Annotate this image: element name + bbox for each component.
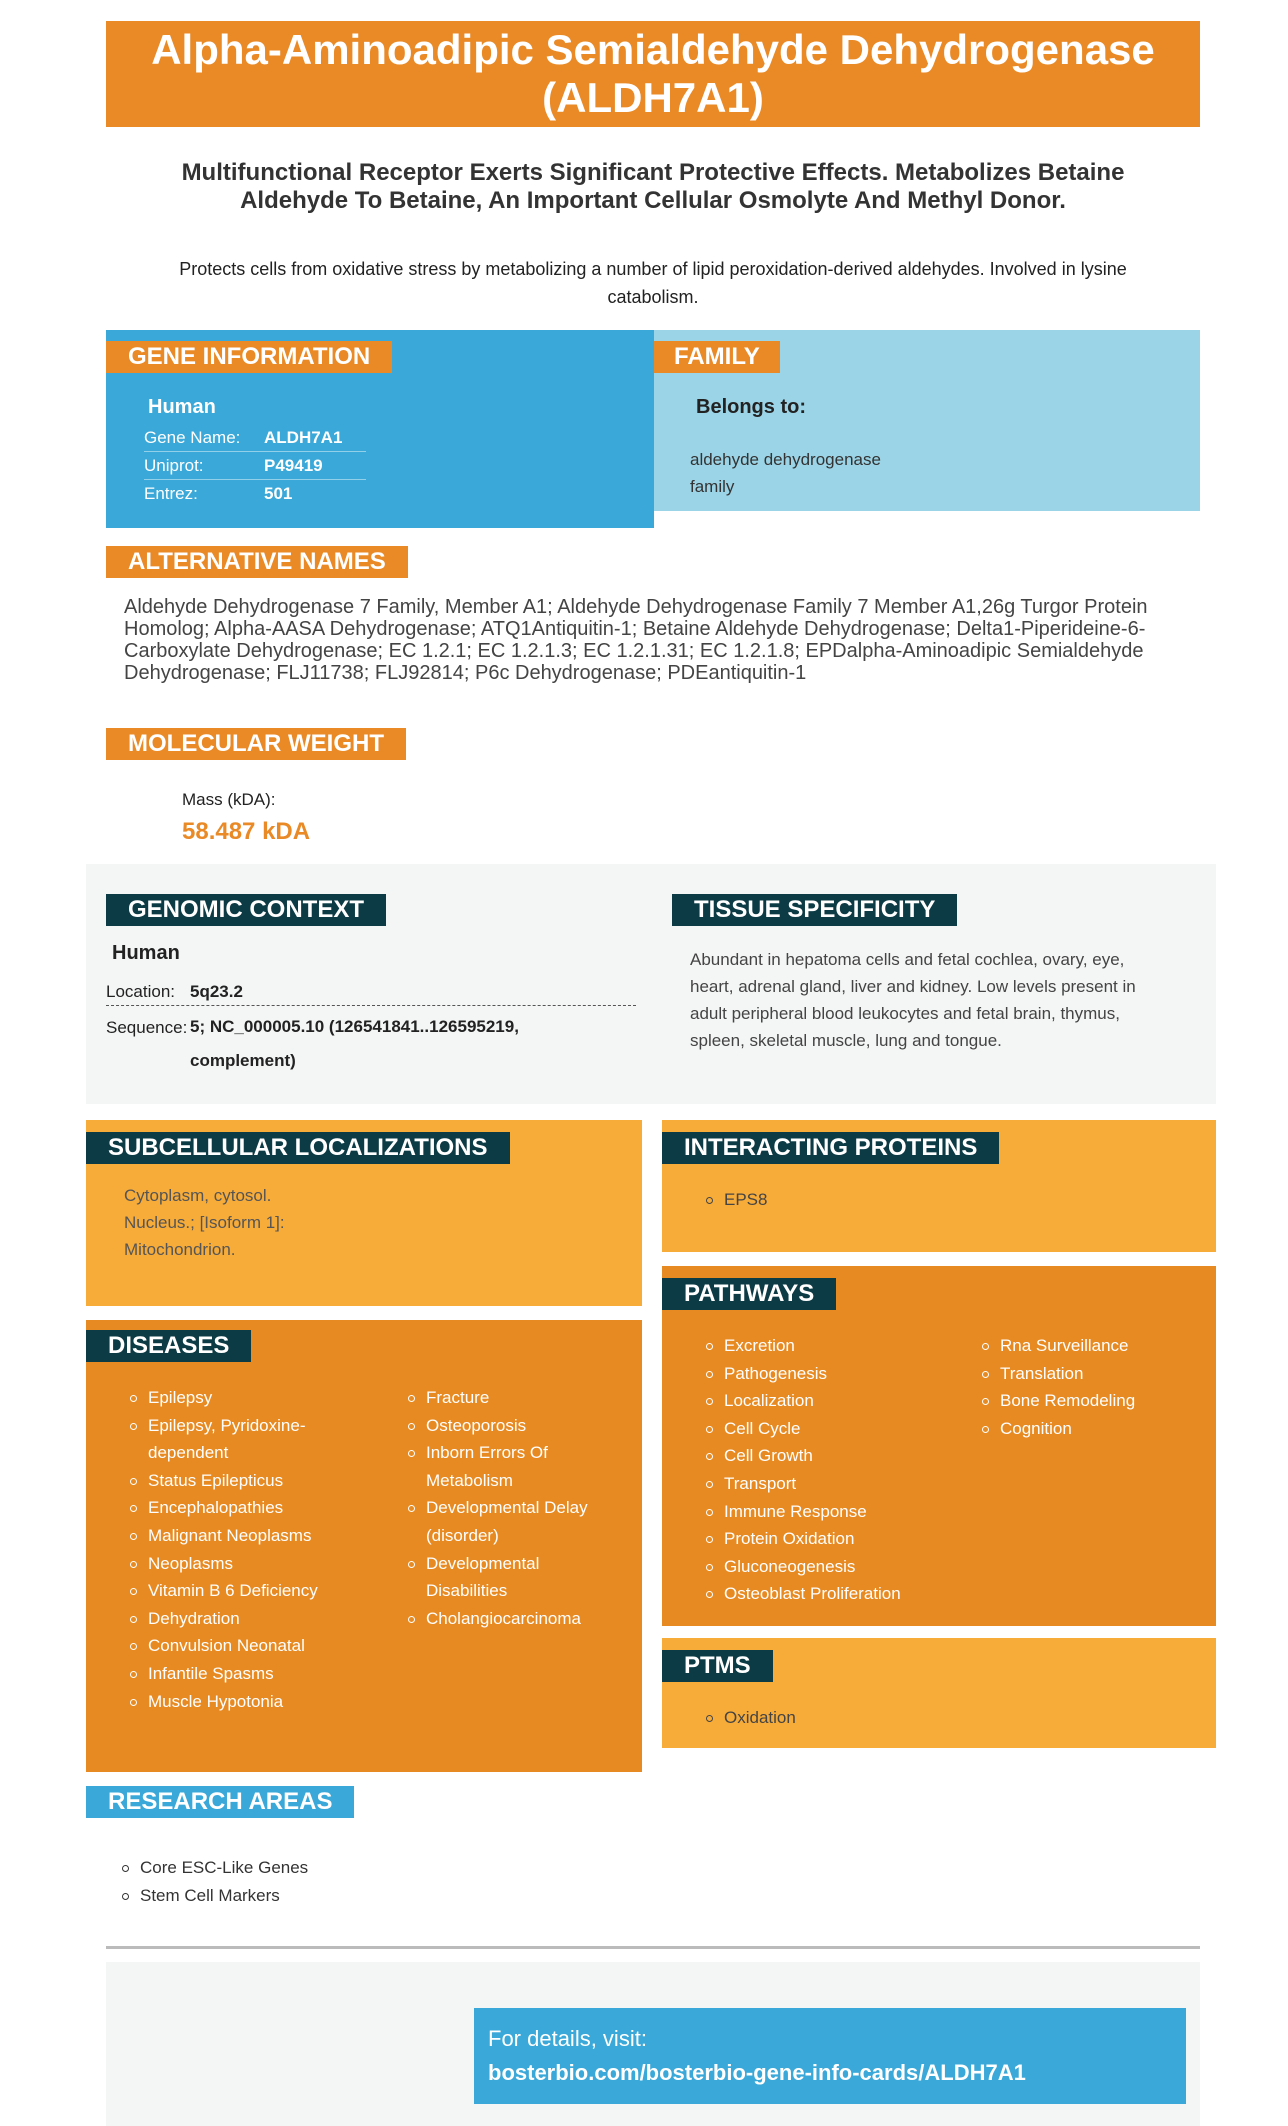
entrez-label: Entrez: [144, 484, 198, 503]
research-areas-heading: RESEARCH AREAS [86, 1786, 354, 1818]
ptms-heading: PTMS [662, 1650, 773, 1682]
subtitle: Multifunctional Receptor Exerts Significant Protective Effects. Metabolizes Betaine Aldehyde To Betaine, An Important Cellular Osmolyte And Methyl Donor. [181, 159, 1125, 214]
list-item: Developmental Disabilities [406, 1550, 636, 1605]
list-item: Transport [704, 1470, 964, 1498]
tissue-line-3: adult peripheral blood leukocytes and fetal brain, thymus, [690, 1004, 1120, 1023]
footer-line-1: For details, visit: [488, 2026, 647, 2051]
tissue-line-2: heart, adrenal gland, liver and kidney. Low levels present in [690, 977, 1136, 996]
list-item: Neoplasms [128, 1550, 378, 1578]
list-item: Cholangiocarcinoma [406, 1605, 636, 1633]
list-item: Rna Surveillance [980, 1332, 1200, 1360]
uniprot-label: Uniprot: [144, 455, 204, 475]
list-item: Malignant Neoplasms [128, 1522, 378, 1550]
diseases-panel [86, 1320, 642, 1772]
subcellular-localizations-panel [86, 1120, 642, 1306]
list-item: Core ESC-Like Genes [120, 1854, 308, 1882]
ptms-panel [662, 1638, 1216, 1748]
list-item: Osteoporosis [406, 1412, 636, 1440]
ptms-list [704, 1704, 796, 1732]
alternative-names-text: Aldehyde Dehydrogenase 7 Family, Member A1; Aldehyde Dehydrogenase Family 7 Member A1,26g Turgor Protein Homolog; Alpha-AASA Dehydrogenase; ATQ1Antiquitin-1; Betaine Aldehyde Dehydrogenase; Delta1-Piperideine-6-Carboxylate Dehydrogenase; EC 1.2.1; EC 1.2.1.3; EC 1.2.1.31; EC 1.2.1.8; EPDalpha-Aminoadipic Semialdehyde Dehydrogenase; FLJ11738; FLJ92814; P6c Dehydrogenase; PDEantiquitin-1 [124, 596, 1148, 684]
tissue-line-4: spleen, skeletal muscle, lung and tongue. [690, 1031, 1002, 1050]
mass-value: 58.487 kDA [182, 818, 311, 845]
tissue-specificity-text [690, 946, 1136, 1054]
list-item: Immune Response [704, 1498, 964, 1526]
pathways-list-col-1 [704, 1332, 964, 1608]
description: Protects cells from oxidative stress by metabolizing a number of lipid peroxidation-derived aldehydes. Involved in lysine catabolism. [179, 259, 1127, 307]
family-value [690, 446, 881, 500]
diseases-heading: DISEASES [86, 1330, 251, 1362]
family-panel [654, 330, 1200, 511]
genomic-species: Human [112, 942, 180, 964]
gene-information-panel [106, 330, 654, 528]
pathways-heading: PATHWAYS [662, 1278, 836, 1310]
location-row [106, 982, 636, 1006]
list-item: Developmental Delay (disorder) [406, 1494, 636, 1549]
gene-name-row [144, 424, 366, 452]
sequence-value [190, 1010, 519, 1078]
gene-information-heading: GENE INFORMATION [106, 341, 392, 373]
subcellular-line-1: Cytoplasm, cytosol. [124, 1186, 272, 1205]
molecular-weight-heading: MOLECULAR WEIGHT [106, 728, 406, 760]
interacting-proteins-list [704, 1186, 767, 1214]
uniprot-value: P49419 [264, 455, 323, 475]
sequence-value-line-2: complement) [190, 1051, 296, 1070]
diseases-list-col-1 [128, 1384, 378, 1715]
family-heading: FAMILY [654, 341, 780, 373]
list-item: Osteoblast Proliferation [704, 1580, 964, 1608]
list-item: Epilepsy [128, 1384, 378, 1412]
uniprot-row [144, 452, 366, 480]
list-item: Protein Oxidation [704, 1525, 964, 1553]
pathways-panel [662, 1266, 1216, 1626]
list-item: Localization [704, 1387, 964, 1415]
entrez-value: 501 [264, 484, 293, 503]
gene-species: Human [148, 396, 216, 418]
list-item: Gluconeogenesis [704, 1553, 964, 1581]
gene-name-label: Gene Name: [144, 427, 241, 447]
mass-label: Mass (kDA): [182, 790, 276, 809]
list-item: Convulsion Neonatal [128, 1632, 378, 1660]
diseases-list-col-2 [406, 1384, 636, 1632]
subcellular-text [124, 1182, 285, 1263]
belongs-to-label: Belongs to: [696, 396, 806, 418]
alternative-names-heading: ALTERNATIVE NAMES [106, 546, 408, 578]
genomic-context-heading: GENOMIC CONTEXT [106, 894, 386, 926]
list-item: Encephalopathies [128, 1494, 378, 1522]
subcellular-line-3: Mitochondrion. [124, 1240, 236, 1259]
list-item: Status Epilepticus [128, 1467, 378, 1495]
family-value-line-2: family [690, 477, 735, 496]
sequence-label: Sequence: [106, 1018, 188, 1037]
location-label: Location: [106, 982, 175, 1001]
pathways-list-col-2 [980, 1332, 1200, 1442]
list-item: Infantile Spasms [128, 1660, 378, 1688]
subcellular-line-2: Nucleus.; [Isoform 1]: [124, 1213, 285, 1232]
list-item: Vitamin B 6 Deficiency [128, 1577, 378, 1605]
list-item: Inborn Errors Of Metabolism [406, 1439, 636, 1494]
footer-divider [106, 1946, 1200, 1949]
research-areas-list [120, 1854, 308, 1909]
list-item: Bone Remodeling [980, 1387, 1200, 1415]
list-item: Dehydration [128, 1605, 378, 1633]
list-item: Epilepsy, Pyridoxine- dependent [128, 1412, 378, 1467]
list-item: Oxidation [704, 1704, 796, 1732]
list-item: Cell Growth [704, 1442, 964, 1470]
family-value-line-1: aldehyde dehydrogenase [690, 450, 881, 469]
footer-link-box[interactable] [474, 2008, 1186, 2104]
sequence-value-line-1: 5; NC_000005.10 (126541841..126595219, [190, 1017, 519, 1036]
tissue-specificity-heading: TISSUE SPECIFICITY [672, 894, 957, 926]
interacting-proteins-panel [662, 1120, 1216, 1252]
interacting-proteins-heading: INTERACTING PROTEINS [662, 1132, 999, 1164]
genomic-tissue-block [86, 864, 1216, 1104]
subcellular-localizations-heading: SUBCELLULAR LOCALIZATIONS [86, 1132, 510, 1164]
gene-name-value: ALDH7A1 [264, 427, 343, 447]
location-value: 5q23.2 [190, 982, 243, 1001]
list-item: Cell Cycle [704, 1415, 964, 1443]
page-title: Alpha-Aminoadipic Semialdehyde Dehydrogenase (ALDH7A1) [106, 21, 1200, 127]
footer-url-link[interactable]: bosterbio.com/bosterbio-gene-info-cards/ALDH7A1 [488, 2060, 1026, 2085]
list-item: Excretion [704, 1332, 964, 1360]
list-item: Muscle Hypotonia [128, 1688, 378, 1716]
list-item: Fracture [406, 1384, 636, 1412]
tissue-line-1: Abundant in hepatoma cells and fetal cochlea, ovary, eye, [690, 950, 1125, 969]
list-item: Translation [980, 1360, 1200, 1388]
list-item: Stem Cell Markers [120, 1882, 308, 1910]
list-item: EPS8 [704, 1186, 767, 1214]
list-item: Pathogenesis [704, 1360, 964, 1388]
list-item: Cognition [980, 1415, 1200, 1443]
entrez-row [144, 480, 366, 508]
